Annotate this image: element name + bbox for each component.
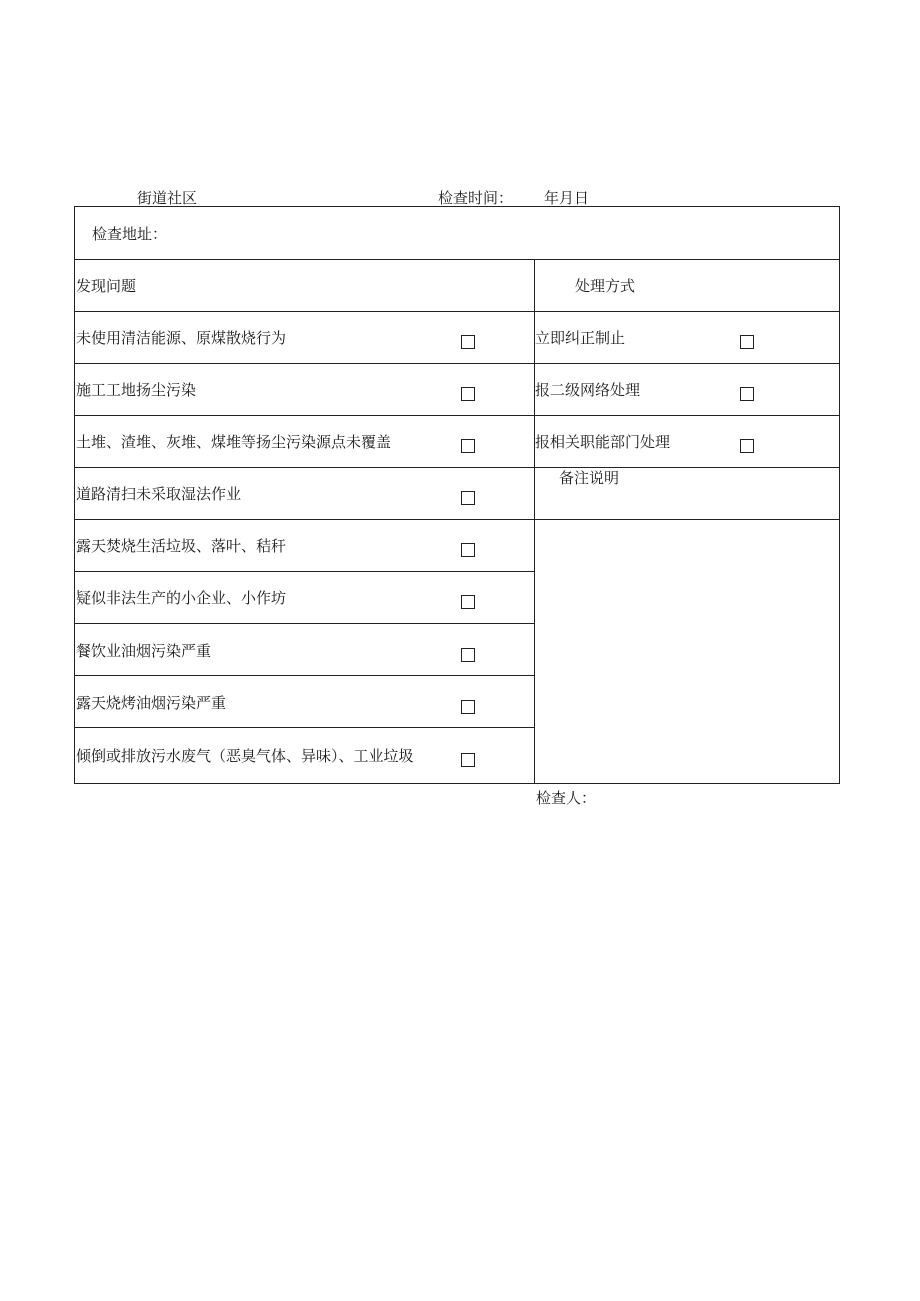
handling-checkbox[interactable] [740,387,754,401]
inspection-form [74,206,840,784]
row-divider [75,467,840,468]
problems-header: 发现问题 [76,277,137,295]
handling-checkbox[interactable] [740,335,754,349]
problem-label: 餐饮业油烟污染严重 [76,642,212,660]
inspector-label: 检查人： [536,789,597,807]
problem-checkbox[interactable] [461,753,475,767]
row-divider [75,727,534,728]
remarks-area[interactable] [537,521,837,781]
row-divider [75,311,840,312]
address-label: 检查地址： [92,225,168,243]
problem-checkbox[interactable] [461,335,475,349]
problem-label: 未使用清洁能源、原煤散烧行为 [76,329,287,347]
problem-label: 倾倒或排放污水废气（恶臭气体、异味）、工业垃圾 [76,747,414,765]
row-divider [75,415,840,416]
row-divider [75,259,840,260]
row-divider [75,571,534,572]
problem-checkbox[interactable] [461,595,475,609]
problem-label: 疑似非法生产的小企业、小作坊 [76,589,287,607]
handling-label: 报二级网络处理 [535,381,641,399]
handling-checkbox[interactable] [740,439,754,453]
problem-checkbox[interactable] [461,543,475,557]
handling-label: 报相关职能部门处理 [535,433,671,451]
check-time-label: 检查时间： [438,189,514,207]
problem-label: 露天烧烤油烟污染严重 [76,694,227,712]
row-divider [75,363,840,364]
handling-header: 处理方式 [575,277,636,295]
problem-label: 施工工地扬尘污染 [76,381,197,399]
remarks-label: 备注说明 [559,469,620,487]
district-label: 街道社区 [137,189,198,207]
problem-checkbox[interactable] [461,700,475,714]
problem-label: 露天焚烧生活垃圾、落叶、秸秆 [76,537,287,555]
row-divider [75,519,840,520]
problem-label: 道路清扫未采取湿法作业 [76,485,242,503]
row-divider [75,623,534,624]
handling-label: 立即纠正制止 [535,329,626,347]
problem-checkbox[interactable] [461,387,475,401]
problem-checkbox[interactable] [461,439,475,453]
row-divider [75,675,534,676]
problem-label: 土堆、渣堆、灰堆、煤堆等扬尘污染源点未覆盖 [76,433,392,451]
problem-checkbox[interactable] [461,648,475,662]
problem-checkbox[interactable] [461,491,475,505]
date-label: 年月日 [544,189,590,207]
